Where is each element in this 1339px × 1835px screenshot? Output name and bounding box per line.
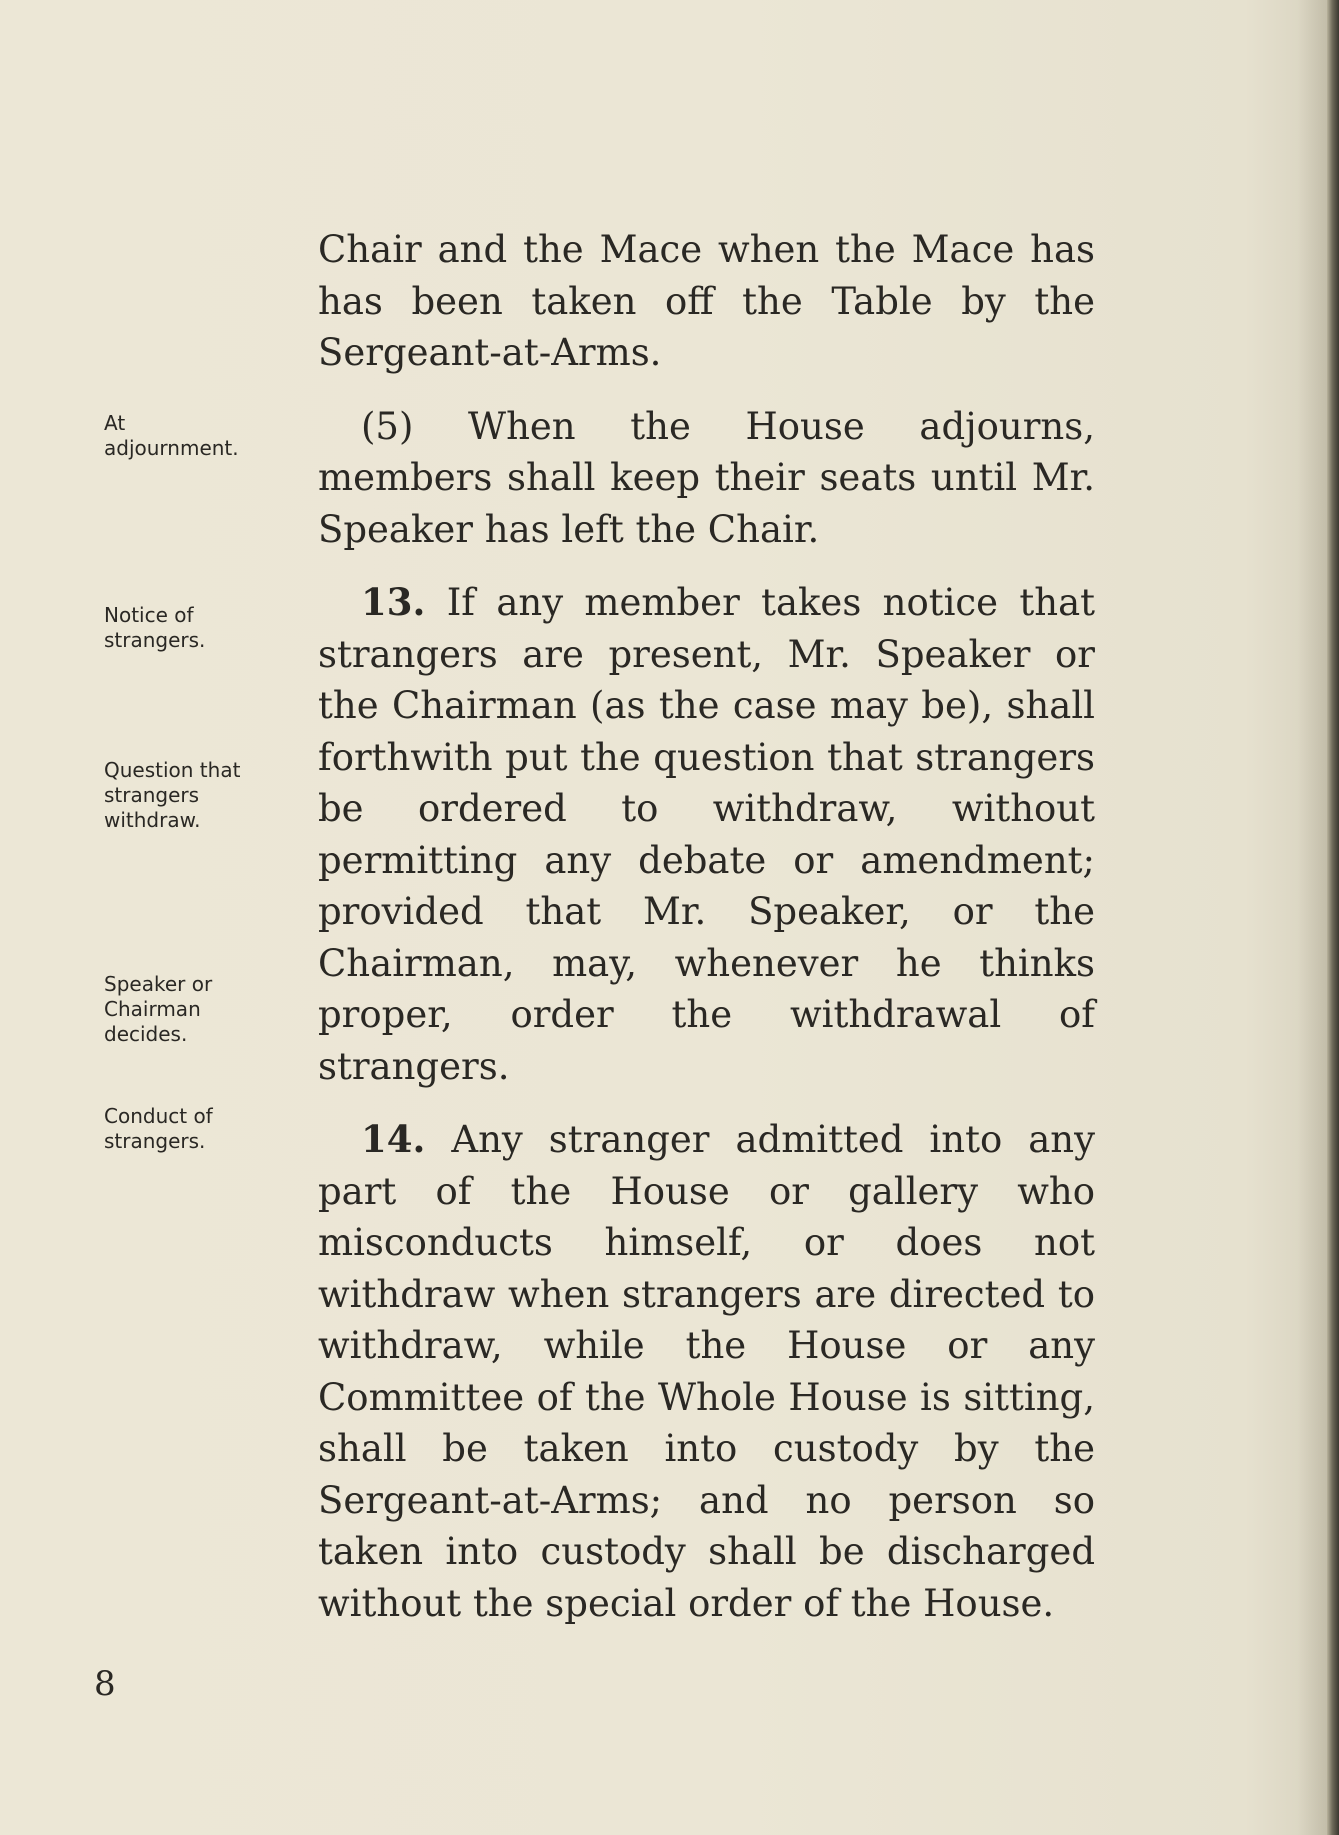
paragraph-rule-13 xyxy=(318,577,1095,1092)
rule-number: 13. xyxy=(361,580,426,624)
margin-note-line: strangers. xyxy=(104,1129,206,1153)
margin-note-adjournment xyxy=(104,411,304,461)
margin-note-line: Question that xyxy=(104,758,241,782)
gutter-shadow xyxy=(1297,0,1327,1835)
paragraph-continuation: Chair and the Mace when the Mace has has been taken off the Table by the Sergeant-at-Arms. xyxy=(318,228,1095,374)
paragraph-rule-14 xyxy=(318,1114,1095,1629)
book-spine xyxy=(1327,0,1339,1835)
margin-note-line: Chairman xyxy=(104,997,201,1021)
margin-note-question xyxy=(104,758,304,833)
margin-note-line: decides. xyxy=(104,1022,188,1046)
body-text xyxy=(318,224,1095,1629)
margin-note-line: At xyxy=(104,411,126,435)
margin-note-conduct xyxy=(104,1104,304,1154)
rule-text: If any member takes notice that strangers are present, Mr. Speaker or the Chairman (as the case may be), shall forthwith put the question that strangers be ordered to withdraw, without permitting any debate or amendment; provided that Mr. Speaker, or the Chairman, may, whenever he thinks proper, order the withdrawal of strangers. xyxy=(318,581,1095,1088)
margin-note-line: adjournment. xyxy=(104,436,239,460)
rule-text: Any stranger admitted into any part of the House or gallery who misconducts himself, or does not withdraw when strangers are directed to withdraw, while the House or any Committee of the Whole House is sitting, shall be taken into custody by the Sergeant-at-Arms; and no person so taken into custody shall be discharged without the special order of the House. xyxy=(318,1118,1095,1625)
margin-note-speaker-decides xyxy=(104,972,304,1047)
margin-note-line: Conduct of xyxy=(104,1104,213,1128)
rule-number: 14. xyxy=(361,1117,426,1161)
margin-note-line: strangers xyxy=(104,783,200,807)
margin-note-notice-of-strangers xyxy=(104,603,304,653)
paragraph-5-adjournment: (5) When the House adjourns, members shall keep their seats until Mr. Speaker has left the Chair. xyxy=(318,404,1095,551)
margin-note-line: strangers. xyxy=(104,628,206,652)
margin-note-line: withdraw. xyxy=(104,808,201,832)
margin-note-line: Speaker or xyxy=(104,972,213,996)
page-number: 8 xyxy=(94,1664,116,1704)
margin-note-line: Notice of xyxy=(104,603,194,627)
